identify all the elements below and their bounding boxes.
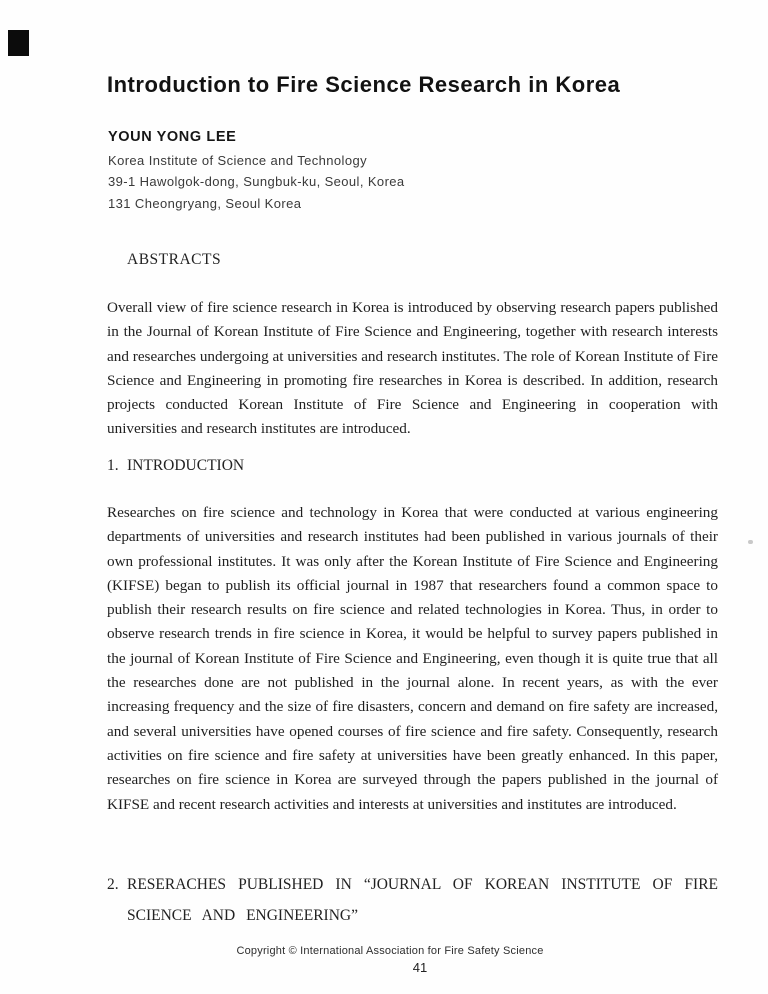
author-address-line-2: 131 Cheongryang, Seoul Korea [108,195,302,211]
author-address-line-1: 39-1 Hawolgok-dong, Sungbuk-ku, Seoul, Korea [108,174,405,190]
author-name: YOUN YONG LEE [108,129,237,145]
paper-title: Introduction to Fire Science Research in Korea [107,72,621,97]
section-2-title: RESERACHES PUBLISHED IN “JOURNAL OF KOREAN INSTITUTE OF FIRE SCIENCE AND ENGINEERING” [127,876,718,924]
section-1-title: INTRODUCTION [127,457,245,474]
footer-page-number: 41 [412,960,428,975]
author-block [108,129,588,214]
scan-artifact-square [8,30,29,56]
scan-artifact-speck [748,540,753,544]
section-2-heading [107,869,718,931]
footer-copyright: Copyright © International Association for Fire Safety Science [236,945,544,957]
abstract-paragraph: Overall view of fire science research in Korea is introduced by observing research papers published in the Journal of Korean Institute of Fire Science and Engineering, together with research interests and researches undergoing at universities and research institutes. The role of Korean Institute of Fire Science and Engineering in promoting fire researches in Korea is described. In addition, research projects conducted Korean Institute of Fire Science and Engineering in cooperation with universities and research institutes are introduced. [107,299,718,438]
author-affiliation: Korea Institute of Science and Technology [108,153,367,168]
section-2-number: 2. [107,876,119,893]
abstract-heading: ABSTRACTS [127,251,222,268]
section-1-paragraph: Researches on fire science and technology in Korea that were conducted at various engineering departments of universities and research institutes had been published in various journals of their own professional institutes. It was only after the Korean Institute of Fire Science and Engineering (KIFSE) began to publish its official journal in 1987 that researchers found a common space to publish their research results on fire science and related technologies in Korea. Thus, in order to observe research trends in fire science in Korea, it would be helpful to survey papers published in the journal of Korean Institute of Fire Science and Engineering, even though it is quite true that all the researches done are not published in the journal alone. In recent years, as with the ever increasing frequency and the size of fire disasters, concern and demand on fire safety are increased, and several universities have opened courses of fire science and fire safety. Consequently, research activities on fire science and fire safety at universities have been greatly enhanced. In this paper, researches on fire science in Korea are surveyed through the papers published in the journal of KIFSE and recent research activities and interests at universities and institutes are introduced. [107,504,718,813]
section-1-number: 1. [107,457,119,474]
section-1-heading [107,457,718,475]
